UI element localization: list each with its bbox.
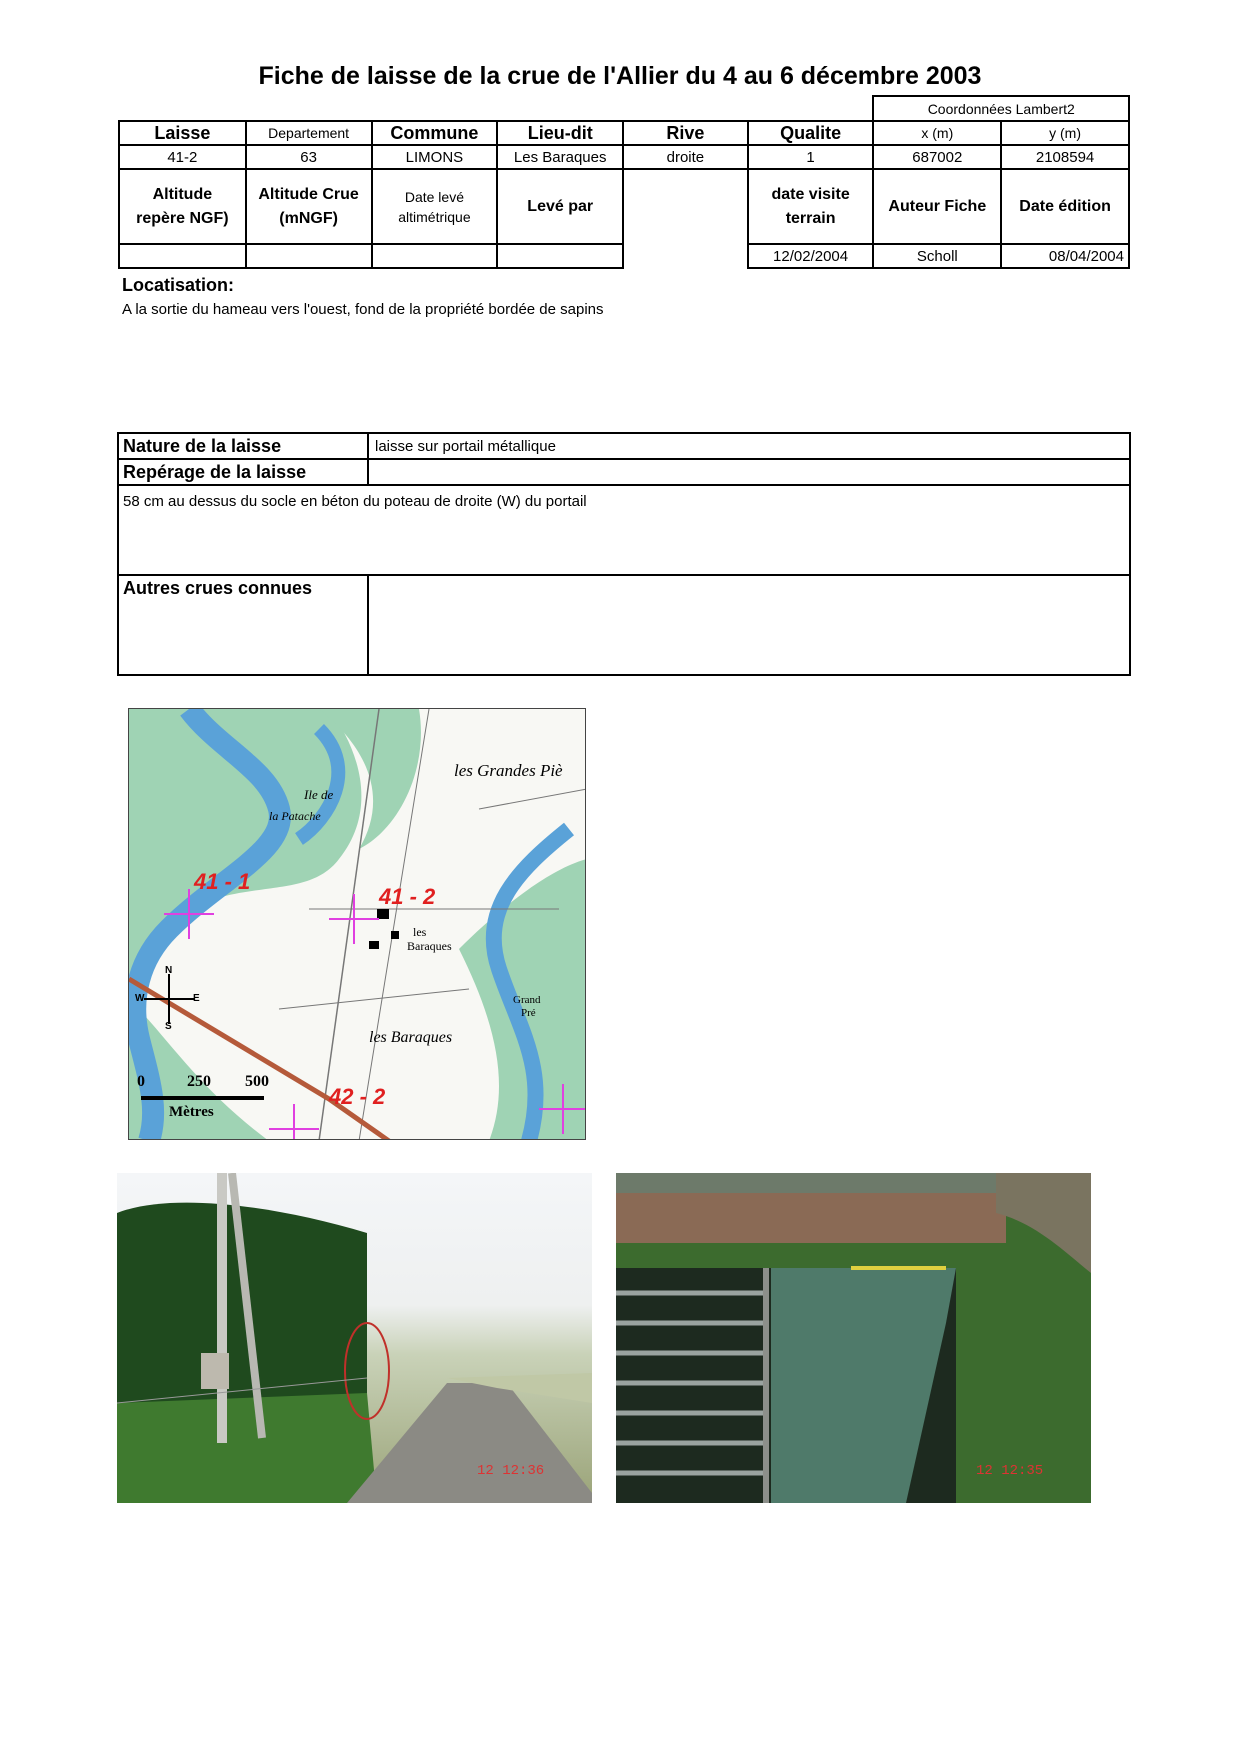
val-date-visite: 12/02/2004 — [748, 244, 874, 268]
hdr-altitude-repere: Altitude repère NGF) — [119, 169, 246, 244]
val-date-edition: 08/04/2004 — [1001, 244, 1129, 268]
location-map — [128, 708, 586, 1140]
col-qualite: Qualite — [748, 121, 874, 145]
nature-label: Nature de la laisse — [123, 436, 282, 456]
map-label-grand: Grand — [513, 994, 541, 1006]
val-altitude-crue — [246, 244, 372, 268]
photo-road — [117, 1173, 592, 1503]
map-label-les-baraques: les Baraques — [369, 1029, 453, 1046]
photo-gate — [616, 1173, 1091, 1503]
localisation-label: Locatisation: — [122, 275, 235, 295]
col-lieu-dit: Lieu-dit — [497, 121, 623, 145]
marker-41-2: 41 - 2 — [379, 884, 436, 909]
marker-41-1: 41 - 1 — [194, 869, 251, 894]
reperage-text: 58 cm au dessus du socle en béton du poteau de droite (W) du portail — [123, 493, 587, 510]
map-label-baraques-small: Baraques — [407, 939, 452, 953]
map-label-pre: Pré — [521, 1007, 536, 1019]
scale-0: 0 — [137, 1073, 145, 1090]
compass-e: E — [193, 993, 200, 1004]
val-rive: droite — [623, 145, 748, 169]
col-rive: Rive — [623, 121, 748, 145]
reperage-label: Repérage de la laisse — [123, 462, 307, 482]
val-lieu-dit: Les Baraques — [497, 145, 623, 169]
photo-road-graphic — [117, 1173, 592, 1503]
col-commune: Commune — [372, 121, 498, 145]
compass-n: N — [165, 965, 173, 976]
hdr-date-edition: Date édition — [1001, 169, 1129, 244]
marker-42-2: 42 - 2 — [329, 1084, 386, 1109]
val-x: 687002 — [873, 145, 1001, 169]
photo-gate-graphic — [616, 1173, 1091, 1503]
nature-value: laisse sur portail métallique — [375, 438, 556, 455]
photo-gate-timestamp: 12 12:35 — [976, 1463, 1044, 1479]
page-title: Fiche de laisse de la crue de l'Allier du 4 au 6 décembre 2003 — [258, 62, 982, 90]
col-laisse: Laisse — [119, 121, 246, 145]
map-label-patache: la Patache — [269, 809, 321, 823]
val-altitude-repere — [119, 244, 246, 268]
nature-box — [117, 432, 1131, 676]
coord-header: Coordonnées Lambert2 — [873, 96, 1129, 121]
hdr-date-leve: Date levé altimétrique — [372, 169, 498, 244]
col-departement: Departement — [246, 121, 372, 145]
hdr-auteur: Auteur Fiche — [873, 169, 1001, 244]
compass-w: W — [135, 993, 145, 1004]
map-label-ile: Ile de — [304, 787, 334, 802]
val-laisse: 41-2 — [119, 145, 246, 169]
val-leve-par — [497, 244, 623, 268]
localisation-text: A la sortie du hameau vers l'ouest, fond de la propriété bordée de sapins — [122, 301, 604, 318]
col-y: y (m) — [1001, 121, 1129, 145]
map-label-les: les — [413, 925, 427, 939]
val-y: 2108594 — [1001, 145, 1129, 169]
map-label-grandes: les Grandes Piè — [454, 761, 563, 780]
scale-250: 250 — [187, 1073, 211, 1090]
scale-500: 500 — [245, 1073, 269, 1090]
autres-crues-label: Autres crues connues — [123, 578, 313, 598]
val-date-leve — [372, 244, 498, 268]
hdr-altitude-crue: Altitude Crue (mNGF) — [246, 169, 372, 244]
photo-road-timestamp: 12 12:36 — [477, 1463, 545, 1479]
val-commune: LIMONS — [372, 145, 498, 169]
laisse-table — [118, 95, 1130, 269]
compass-s: S — [165, 1021, 172, 1032]
val-departement: 63 — [246, 145, 372, 169]
val-auteur: Scholl — [873, 244, 1001, 268]
col-x: x (m) — [873, 121, 1001, 145]
scale-unit: Mètres — [169, 1104, 214, 1120]
hdr-date-visite: date visite terrain — [748, 169, 874, 244]
hdr-leve-par: Levé par — [497, 169, 623, 244]
val-qualite: 1 — [748, 145, 874, 169]
